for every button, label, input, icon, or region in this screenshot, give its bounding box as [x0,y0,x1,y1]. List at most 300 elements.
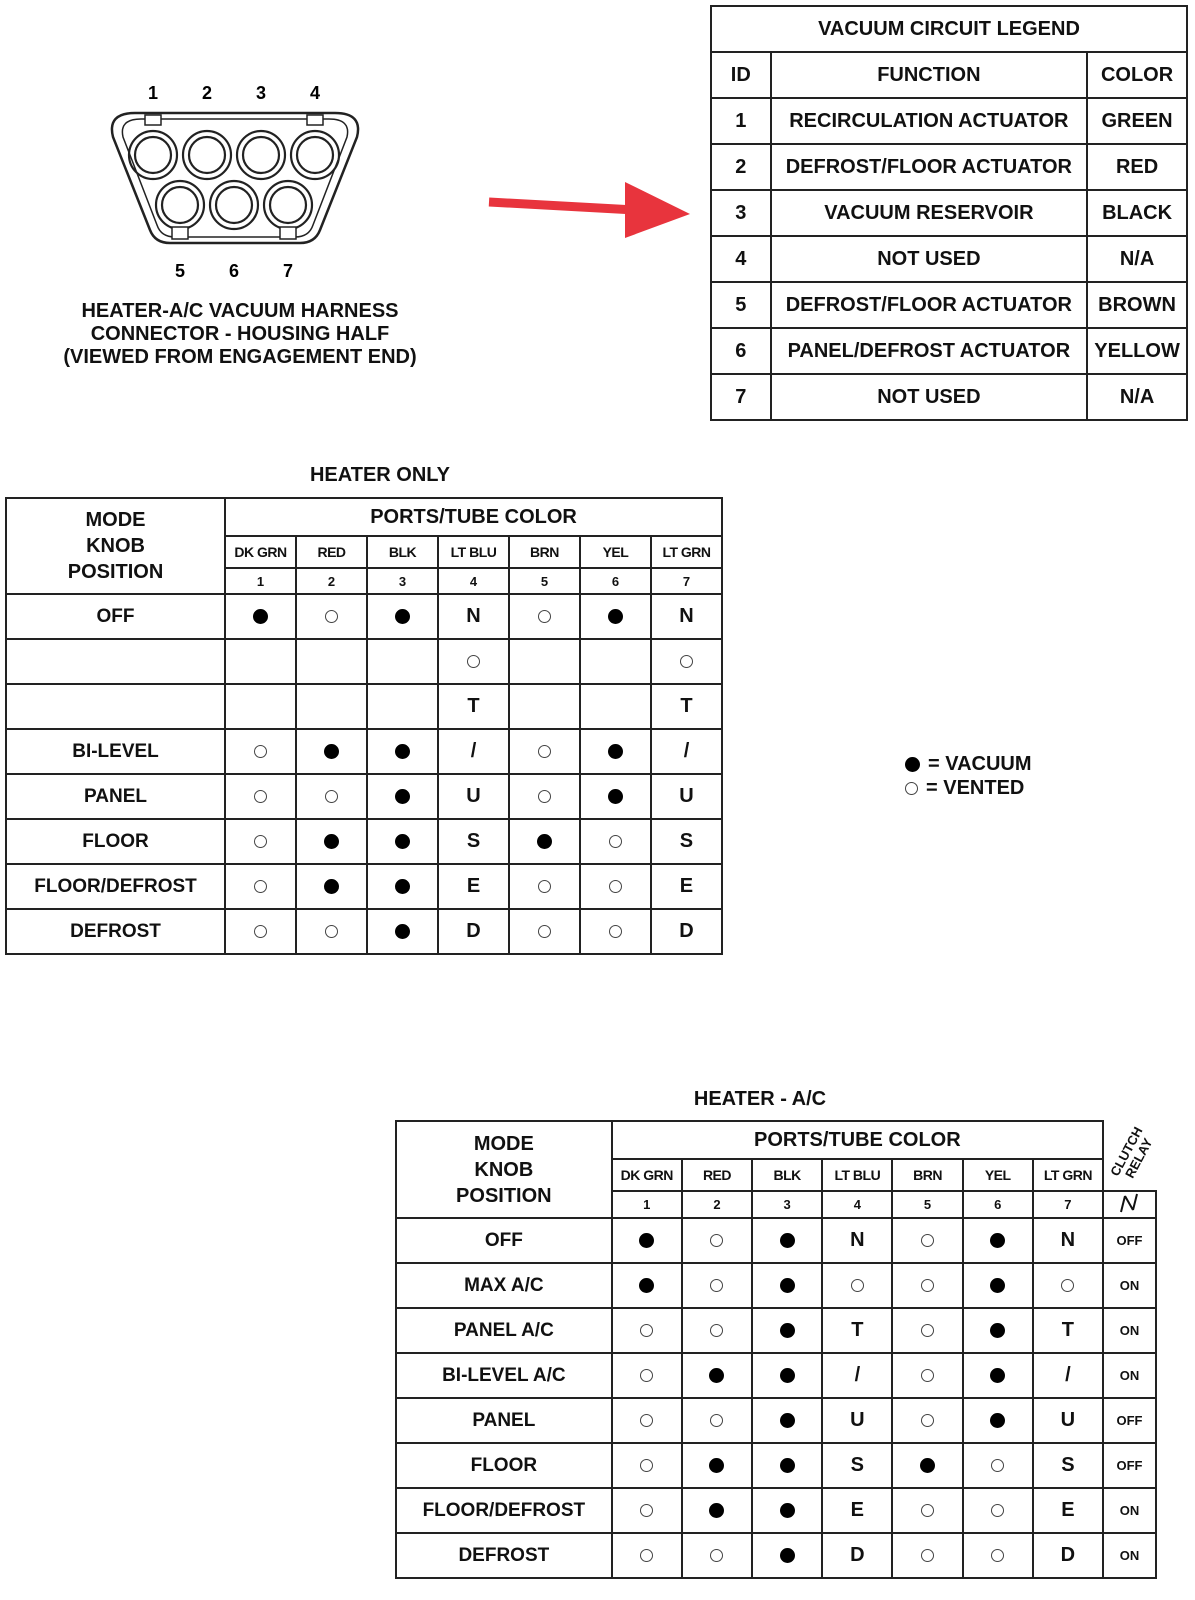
tube-color-header: LT BLU [438,536,509,568]
pin-label: 6 [228,261,240,281]
tube-color-header: YEL [580,536,651,568]
legend-id: 5 [711,282,771,328]
red-arrow-icon [485,178,700,248]
port-state-cell [682,1263,752,1308]
legend-row [711,190,1187,236]
vented-dot-icon [538,745,551,758]
mode-knob-header-line: MODE [85,509,146,531]
vacuum-dot-icon [639,1233,654,1248]
vacuum-circuit-legend [710,5,1188,421]
tube-color-header: LT GRN [651,536,722,568]
port-state-cell [892,1263,962,1308]
legend-function: NOT USED [771,374,1088,420]
mode-row [396,1218,1156,1263]
port-state-cell [651,639,722,684]
legend-color: GREEN [1087,98,1187,144]
port-state-cell [963,1308,1033,1353]
port-state-cell: S [438,819,509,864]
port-state-cell [612,1353,682,1398]
vacuum-dot-icon [990,1368,1005,1383]
legend-header: ID [711,52,771,98]
vacuum-dot-icon [608,744,623,759]
port-state-cell [892,1308,962,1353]
mode-row [6,639,722,684]
port-state-cell [612,1443,682,1488]
port-state-cell [367,684,438,729]
port-state-cell: E [822,1488,892,1533]
vacuum-dot-icon [395,834,410,849]
port-state-cell [367,729,438,774]
tube-color-header: RED [682,1159,752,1191]
legend-id: 2 [711,144,771,190]
port-state-cell [509,909,580,954]
vented-dot-icon [921,1504,934,1517]
port-state-cell [822,1263,892,1308]
port-state-cell [225,909,296,954]
mode-row [396,1263,1156,1308]
vented-dot-icon [640,1459,653,1472]
vented-dot-icon [538,790,551,803]
vacuum-dot-icon [537,834,552,849]
mode-label: PANEL [396,1398,612,1443]
vented-dot-icon [991,1459,1004,1472]
port-number: 1 [612,1191,682,1218]
vented-dot-icon [254,925,267,938]
port-state-cell [225,594,296,639]
vacuum-dot-icon [709,1458,724,1473]
legend-color: N/A [1087,236,1187,282]
legend-function: VACUUM RESERVOIR [771,190,1088,236]
legend-row [711,98,1187,144]
port-state-cell [682,1488,752,1533]
clutch-relay-label: CLUTCH RELAY [1107,1124,1156,1181]
vacuum-dot-icon [395,879,410,894]
vacuum-dot-icon [780,1278,795,1293]
mode-knob-header-line: KNOB [474,1158,534,1181]
port-state-cell: N [1033,1218,1103,1263]
ports-header: PORTS/TUBE COLOR [612,1121,1103,1159]
port-state-cell: N [438,594,509,639]
port-state-cell [612,1308,682,1353]
port-state-cell: N [822,1218,892,1263]
vented-dot-icon [538,925,551,938]
port-state-cell [752,1488,822,1533]
legend-function: NOT USED [771,236,1088,282]
vacuum-dot-icon [253,609,268,624]
mode-row [6,594,722,639]
vented-dot-icon [921,1234,934,1247]
vented-dot-icon [991,1549,1004,1562]
port-state-cell [682,1353,752,1398]
tube-color-header: BLK [752,1159,822,1191]
port-state-cell [752,1533,822,1578]
port-state-cell [367,774,438,819]
port-state-cell [509,684,580,729]
legend-id: 6 [711,328,771,374]
mode-row [6,909,722,954]
tube-color-header: LT BLU [822,1159,892,1191]
legend-row [711,236,1187,282]
port-state-cell [612,1533,682,1578]
port-state-cell: E [651,864,722,909]
port-state-cell [367,639,438,684]
heater-only-title: HEATER ONLY [309,464,451,486]
port-state-cell [296,774,367,819]
port-state-cell [612,1488,682,1533]
clutch-relay-state: OFF [1103,1218,1156,1263]
port-state-cell [509,864,580,909]
port-state-cell: T [651,684,722,729]
vacuum-dot-icon [990,1323,1005,1338]
vented-dot-icon [1061,1279,1074,1292]
port-state-cell [682,1398,752,1443]
port-state-cell [963,1443,1033,1488]
port-number: 2 [682,1191,752,1218]
port-state-cell [963,1263,1033,1308]
mode-label: FLOOR [6,819,225,864]
port-state-cell [296,909,367,954]
port-state-cell: T [1033,1308,1103,1353]
legend-header: COLOR [1087,52,1187,98]
pin-label: 5 [174,261,186,281]
port-state-cell [509,729,580,774]
clutch-relay-state: OFF [1103,1398,1156,1443]
port-state-cell [963,1353,1033,1398]
pin-label: 4 [309,83,321,103]
vacuum-dot-icon [324,834,339,849]
vacuum-dot-icon [780,1458,795,1473]
vented-dot-icon [254,790,267,803]
vacuum-dot-icon [395,744,410,759]
vented-dot-icon [609,835,622,848]
vented-dot-icon [710,1234,723,1247]
port-state-cell [367,909,438,954]
port-state-cell [752,1263,822,1308]
port-state-cell [438,639,509,684]
port-state-cell [752,1398,822,1443]
vented-dot-icon [254,745,267,758]
mode-label: DEFROST [6,909,225,954]
heater-ac-table [395,1120,1157,1579]
vacuum-dot-icon [920,1458,935,1473]
legend-id: 1 [711,98,771,144]
port-state-cell [580,639,651,684]
vented-dot-icon [710,1279,723,1292]
vacuum-dot-icon [780,1323,795,1338]
port-state-cell [963,1218,1033,1263]
mode-row [396,1533,1156,1578]
clutch-relay-state: ON [1103,1263,1156,1308]
key-vacuum-label: = VACUUM [928,753,1032,775]
port-state-cell: T [438,684,509,729]
vented-dot-icon [921,1549,934,1562]
vacuum-dot-icon [780,1413,795,1428]
vacuum-dot-icon [395,924,410,939]
port-state-cell: S [651,819,722,864]
mode-row [6,774,722,819]
mode-row [396,1443,1156,1488]
vented-dot-icon [325,925,338,938]
mode-row [396,1398,1156,1443]
port-state-cell [225,729,296,774]
mode-row [6,819,722,864]
port-state-cell [892,1398,962,1443]
clutch-relay-header [1103,1121,1156,1191]
vacuum-dot-icon [990,1278,1005,1293]
mode-knob-header-line: POSITION [67,561,164,583]
clutch-relay-state: ON [1103,1353,1156,1398]
port-state-cell [367,864,438,909]
vacuum-dot-icon [395,609,410,624]
clutch-relay-state: ON [1103,1308,1156,1353]
port-state-cell [580,594,651,639]
port-state-cell [296,864,367,909]
legend-row [711,328,1187,374]
port-state-cell [1033,1263,1103,1308]
legend-row [711,374,1187,420]
port-state-cell [752,1218,822,1263]
port-number: 1 [225,568,296,594]
mode-row [396,1308,1156,1353]
port-state-cell [225,774,296,819]
vacuum-dot-icon [639,1278,654,1293]
pin-label: 7 [282,261,294,281]
vented-dot-icon [905,782,918,795]
port-state-cell [225,684,296,729]
mode-row [6,684,722,729]
legend-id: 4 [711,236,771,282]
symbol-key [905,752,1032,800]
vented-dot-icon [325,790,338,803]
vacuum-dot-icon [395,789,410,804]
vented-dot-icon [921,1279,934,1292]
mode-knob-header [6,498,225,594]
mode-label: DEFROST [396,1533,612,1578]
vented-dot-icon [538,880,551,893]
pin-label: 2 [201,83,213,103]
tube-color-header: RED [296,536,367,568]
legend-header-row [711,52,1187,98]
port-state-cell [509,819,580,864]
legend-function: PANEL/DEFROST ACTUATOR [771,328,1088,374]
mode-label: FLOOR/DEFROST [396,1488,612,1533]
clutch-relay-state: OFF [1103,1443,1156,1488]
port-state-cell [892,1218,962,1263]
port-state-cell [509,594,580,639]
port-state-cell: U [822,1398,892,1443]
mode-knob-header [396,1121,612,1218]
port-state-cell: N [651,594,722,639]
port-state-cell [752,1443,822,1488]
connector-caption [35,300,445,369]
caption-line: (VIEWED FROM ENGAGEMENT END) [63,346,417,368]
port-state-cell: T [822,1308,892,1353]
vacuum-dot-icon [905,757,920,772]
vacuum-dot-icon [780,1368,795,1383]
vented-dot-icon [640,1549,653,1562]
port-state-cell: U [438,774,509,819]
port-state-cell [580,684,651,729]
port-state-cell [682,1533,752,1578]
legend-color: BLACK [1087,190,1187,236]
port-state-cell [682,1308,752,1353]
mode-label: OFF [396,1218,612,1263]
mode-row [6,864,722,909]
port-state-cell [752,1308,822,1353]
mode-label [6,684,225,729]
mode-label: BI-LEVEL [6,729,225,774]
vacuum-dot-icon [324,744,339,759]
port-number: 6 [963,1191,1033,1218]
port-state-cell [580,774,651,819]
vacuum-dot-icon [780,1233,795,1248]
port-state-cell: / [1033,1353,1103,1398]
port-state-cell [296,639,367,684]
vented-dot-icon [538,610,551,623]
port-number: 6 [580,568,651,594]
key-vented-label: = VENTED [926,777,1025,799]
port-state-cell [612,1398,682,1443]
caption-line: HEATER-A/C VACUUM HARNESS [81,300,399,322]
port-state-cell [367,819,438,864]
port-state-cell: / [438,729,509,774]
vented-dot-icon [467,655,480,668]
vacuum-dot-icon [709,1368,724,1383]
port-state-cell: E [438,864,509,909]
key-vented [905,776,1032,800]
mode-label: BI-LEVEL A/C [396,1353,612,1398]
port-state-cell [580,909,651,954]
port-state-cell [682,1218,752,1263]
tube-color-header: BRN [509,536,580,568]
port-number: 7 [1033,1191,1103,1218]
port-state-cell [296,729,367,774]
port-state-cell: D [651,909,722,954]
vacuum-dot-icon [780,1548,795,1563]
vented-dot-icon [710,1414,723,1427]
mode-label: PANEL A/C [396,1308,612,1353]
vented-dot-icon [640,1414,653,1427]
port-state-cell [963,1398,1033,1443]
legend-id: 3 [711,190,771,236]
port-state-cell [892,1533,962,1578]
vacuum-dot-icon [990,1233,1005,1248]
port-state-cell: D [1033,1533,1103,1578]
legend-color: BROWN [1087,282,1187,328]
port-state-cell [509,774,580,819]
port-state-cell [892,1353,962,1398]
port-state-cell [682,1443,752,1488]
legend-function: RECIRCULATION ACTUATOR [771,98,1088,144]
heater-only-table [5,497,723,955]
port-state-cell [963,1533,1033,1578]
caption-line: CONNECTOR - HOUSING HALF [90,323,390,345]
vacuum-dot-icon [608,789,623,804]
port-state-cell: E [1033,1488,1103,1533]
port-state-cell: S [822,1443,892,1488]
vented-dot-icon [609,880,622,893]
legend-color: N/A [1087,374,1187,420]
port-number: 4 [438,568,509,594]
port-state-cell: D [438,909,509,954]
legend-function: DEFROST/FLOOR ACTUATOR [771,282,1088,328]
port-state-cell [752,1353,822,1398]
vented-dot-icon [851,1279,864,1292]
tube-color-header: DK GRN [225,536,296,568]
mode-label: FLOOR [396,1443,612,1488]
mode-label [6,639,225,684]
legend-title: VACUUM CIRCUIT LEGEND [711,6,1187,52]
legend-color: YELLOW [1087,328,1187,374]
mode-label: FLOOR/DEFROST [6,864,225,909]
relay-symbol-icon [1103,1191,1156,1218]
legend-id: 7 [711,374,771,420]
vented-dot-icon [640,1324,653,1337]
pin-label: 1 [147,83,159,103]
tube-color-header: DK GRN [612,1159,682,1191]
port-state-cell [580,864,651,909]
mode-knob-header-line: POSITION [456,1184,552,1207]
clutch-relay-state: ON [1103,1488,1156,1533]
vented-dot-icon [325,610,338,623]
port-state-cell [612,1218,682,1263]
mode-row [6,729,722,774]
vacuum-dot-icon [780,1503,795,1518]
port-state-cell: U [651,774,722,819]
vacuum-dot-icon [324,879,339,894]
vented-dot-icon [710,1324,723,1337]
port-number: 4 [822,1191,892,1218]
port-number: 7 [651,568,722,594]
tube-color-header: LT GRN [1033,1159,1103,1191]
port-number: 3 [367,568,438,594]
vented-dot-icon [609,925,622,938]
port-number: 3 [752,1191,822,1218]
mode-label: MAX A/C [396,1263,612,1308]
mode-row [396,1488,1156,1533]
port-state-cell: U [1033,1398,1103,1443]
port-state-cell: D [822,1533,892,1578]
mode-knob-header-line: KNOB [86,535,145,557]
port-state-cell [580,729,651,774]
vented-dot-icon [640,1504,653,1517]
port-state-cell [509,639,580,684]
port-state-cell [892,1443,962,1488]
vented-dot-icon [254,835,267,848]
legend-row [711,144,1187,190]
vacuum-dot-icon [990,1413,1005,1428]
vented-dot-icon [640,1369,653,1382]
pin-label: 3 [255,83,267,103]
port-state-cell [296,819,367,864]
key-vacuum [905,752,1032,776]
vacuum-dot-icon [709,1503,724,1518]
port-state-cell [225,819,296,864]
port-state-cell: / [822,1353,892,1398]
legend-function: DEFROST/FLOOR ACTUATOR [771,144,1088,190]
port-number: 5 [892,1191,962,1218]
port-state-cell [296,594,367,639]
port-state-cell [225,639,296,684]
ports-header: PORTS/TUBE COLOR [225,498,722,536]
tube-color-header: BLK [367,536,438,568]
port-number: 2 [296,568,367,594]
port-state-cell [225,864,296,909]
mode-knob-header-line: MODE [473,1132,534,1155]
vacuum-connector-diagram [95,75,385,290]
legend-row [711,282,1187,328]
vented-dot-icon [991,1504,1004,1517]
